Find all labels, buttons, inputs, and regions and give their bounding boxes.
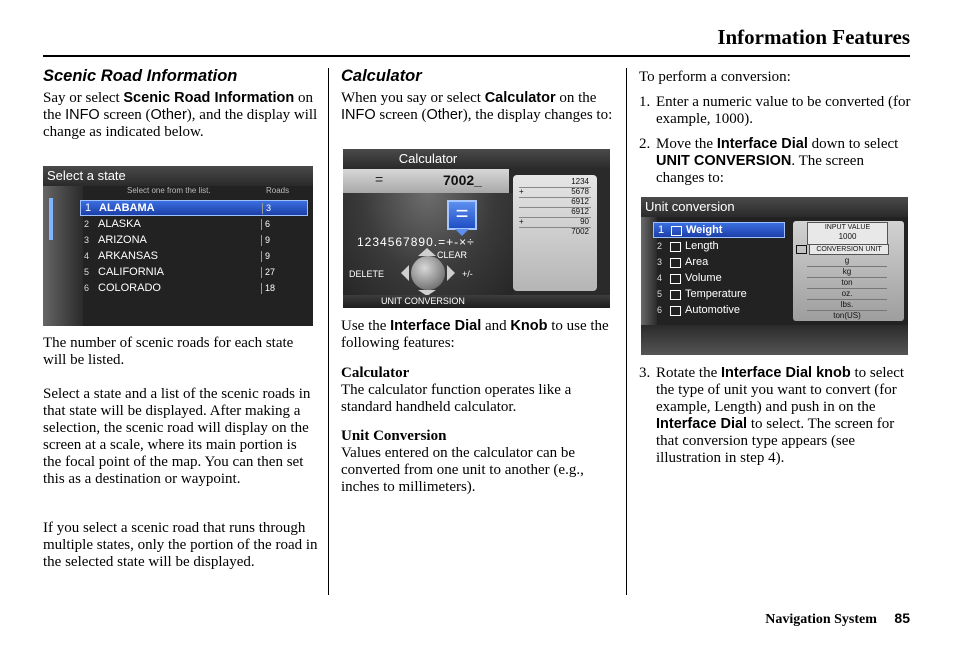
- equals-sign: =: [375, 171, 384, 187]
- row-number: 6: [657, 305, 663, 315]
- step-3: [639, 365, 914, 467]
- unit-option[interactable]: ton(US): [833, 311, 861, 320]
- calculator-subheading: Calculator: [341, 365, 410, 381]
- volume-icon: [670, 274, 681, 284]
- row-number: 3: [657, 257, 663, 267]
- row-separator: [261, 283, 262, 294]
- unit-conversion-screen: [641, 197, 908, 355]
- unit-option[interactable]: oz.: [807, 289, 887, 300]
- temperature-icon: [670, 290, 681, 300]
- section-heading-scenic: Scenic Road Information: [43, 67, 238, 85]
- road-count: 9: [265, 235, 271, 245]
- scenic-intro: [43, 90, 318, 141]
- footer-section: Navigation System: [765, 612, 877, 627]
- row-separator: [261, 219, 262, 230]
- unit-row-automotive[interactable]: [653, 303, 785, 318]
- input-value-label: INPUT VALUE: [824, 224, 871, 231]
- state-row-6[interactable]: [80, 281, 308, 296]
- unit-option[interactable]: ton: [807, 278, 887, 289]
- row-separator: [261, 251, 262, 262]
- conversion-panel: [793, 221, 904, 321]
- unit-conversion-button[interactable]: UNIT CONVERSION: [381, 296, 465, 306]
- intro-text: on the: [43, 90, 313, 123]
- input-value: 1000: [838, 232, 857, 241]
- column-divider-2: [626, 68, 627, 595]
- calc-display: [343, 169, 509, 193]
- select-state-screen: [43, 166, 313, 326]
- unit-option[interactable]: g: [807, 256, 887, 267]
- use-text: Use the: [341, 318, 391, 334]
- intro-text: Say or select: [43, 90, 124, 106]
- unit-type-name: Volume: [685, 272, 722, 284]
- step-number: 1.: [639, 94, 651, 110]
- state-name: ARIZONA: [98, 234, 147, 246]
- interface-dial-term: Interface Dial: [656, 416, 748, 432]
- screen-title: Calculator: [343, 149, 513, 169]
- state-row-2[interactable]: [80, 217, 308, 232]
- interface-dial-knob-term: Interface Dial knob: [720, 365, 851, 381]
- scenic-para-1: The number of scenic roads for each state will be listed.: [43, 335, 294, 368]
- unit-row-volume[interactable]: [653, 271, 785, 286]
- road-count: 3: [266, 203, 272, 213]
- column-divider-1: [328, 68, 329, 595]
- row-separator: [261, 235, 262, 246]
- step-text-part: to select. The screen for that conversion type appears (see illustration in step 4).: [656, 416, 895, 466]
- unit-row-temperature[interactable]: [653, 287, 785, 302]
- unit-conversion-subheading: Unit Conversion: [341, 428, 447, 444]
- scenic-para-3: If you select a scenic road that runs through multiple states, only the portion of the road in the selected state will be displayed.: [43, 520, 318, 570]
- row-number: 1: [85, 202, 92, 214]
- road-count: 18: [265, 283, 276, 293]
- step-text: Enter a numeric value to be converted (for example, 1000).: [656, 94, 911, 127]
- state-row-3[interactable]: [80, 233, 308, 248]
- screen-title: Unit conversion: [641, 197, 908, 217]
- row-number: 5: [84, 267, 90, 277]
- step-text-part: down to select: [807, 136, 899, 152]
- unit-type-name: Temperature: [685, 288, 747, 300]
- tape-value: 7002: [571, 227, 589, 236]
- tape-op: +: [519, 217, 524, 226]
- footer: [765, 610, 910, 628]
- interface-dial-term: Interface Dial: [390, 318, 482, 334]
- state-name: ALABAMA: [99, 202, 155, 214]
- calculator-screen: [343, 149, 610, 308]
- tape-value: 6912: [571, 207, 589, 216]
- state-row-1[interactable]: [80, 200, 308, 216]
- row-number: 3: [84, 235, 90, 245]
- tape-op: +: [519, 187, 524, 196]
- step-number: 3.: [639, 365, 651, 381]
- conversion-unit-icon: [796, 245, 807, 254]
- row-number: 5: [657, 289, 663, 299]
- automotive-icon: [670, 306, 681, 316]
- step-text: [656, 365, 912, 467]
- tape-value: 1234: [571, 177, 589, 186]
- scenic-para-2: Select a state and a list of the scenic roads in that state will be displayed. After making a selection, the scenic road will display on the screen at a scale, where its main portion is the focal point of the map. You can then set this as a destination or waypoint.: [43, 386, 311, 487]
- area-icon: [670, 258, 681, 268]
- road-count: 27: [265, 267, 276, 277]
- step-2: [639, 136, 914, 187]
- header-rule: [43, 55, 910, 57]
- calc-tape: [513, 175, 597, 291]
- state-name: COLORADO: [98, 282, 161, 294]
- calculator-term: Calculator: [484, 90, 556, 106]
- tape-value: 6912: [571, 197, 589, 206]
- state-name: CALIFORNIA: [98, 266, 165, 278]
- row-number: 2: [84, 219, 90, 229]
- step-1: [639, 94, 914, 128]
- subheader-roads: Roads: [266, 186, 290, 195]
- state-row-5[interactable]: [80, 265, 308, 280]
- row-number: 2: [657, 241, 663, 251]
- delete-button[interactable]: DELETE: [349, 269, 385, 279]
- intro-text: ), and the display will change as indicated below.: [43, 107, 318, 140]
- step-text-part: Rotate the: [656, 365, 721, 381]
- unit-row-area[interactable]: [653, 255, 785, 270]
- equals-key[interactable]: =: [447, 200, 477, 230]
- row-separator: [262, 203, 263, 214]
- tape-value: 90: [580, 217, 589, 226]
- title-bar-fill: [513, 149, 610, 169]
- display-value: 7002_: [443, 172, 482, 188]
- state-name: ALASKA: [98, 218, 141, 230]
- conversion-unit-label: CONVERSION UNIT: [809, 244, 889, 255]
- unit-option[interactable]: lbs.: [807, 300, 887, 311]
- screen-title: Select a state: [43, 166, 313, 186]
- unit-type-list: [653, 222, 785, 322]
- state-name: ARKANSAS: [98, 250, 158, 262]
- other-term: Other: [150, 107, 187, 123]
- clear-button[interactable]: CLEAR: [437, 250, 468, 260]
- tape-value: 5678: [571, 187, 589, 196]
- interface-dial-term: Interface Dial: [716, 136, 808, 152]
- plus-minus-button[interactable]: +/-: [462, 269, 473, 279]
- chevron-left-icon: [401, 265, 409, 281]
- info-term: INFO: [341, 107, 376, 123]
- step-text-part: Move the: [656, 136, 717, 152]
- dial-knob[interactable]: [411, 256, 445, 290]
- chevron-right-icon: [447, 265, 455, 281]
- tape-line: [519, 227, 591, 237]
- row-number: 1: [658, 224, 665, 236]
- chevron-up-icon: [418, 248, 436, 256]
- subheader-hint: Select one from the list.: [127, 186, 211, 195]
- unit-conversion-description: Values entered on the calculator can be converted from one unit to another (e.g., inches to millimeters).: [341, 445, 584, 495]
- weight-icon: [671, 226, 682, 236]
- state-list: [80, 200, 308, 300]
- conversion-intro: To perform a conversion:: [639, 69, 791, 85]
- unit-list: [807, 256, 887, 321]
- row-separator: [261, 267, 262, 278]
- page-number: 85: [894, 610, 910, 626]
- unit-conversion-bar[interactable]: [343, 295, 610, 308]
- unit-type-name: Weight: [686, 224, 723, 236]
- row-number: 6: [84, 283, 90, 293]
- other-term: Other: [426, 107, 463, 123]
- intro-text: on the: [555, 90, 597, 106]
- road-count: 6: [265, 219, 271, 229]
- intro-text: screen (: [99, 107, 151, 123]
- knob-term: Knob: [510, 318, 548, 334]
- road-count: 9: [265, 251, 271, 261]
- info-term: INFO: [65, 107, 100, 123]
- input-value-box: [807, 222, 888, 245]
- unit-row-weight[interactable]: [653, 222, 785, 238]
- unit-option[interactable]: kg: [807, 267, 887, 278]
- screen-bottom-decor: [641, 325, 908, 355]
- use-dial-para: [341, 318, 616, 352]
- step-text-part: . The screen changes to:: [656, 153, 864, 186]
- use-text: to use the following features:: [341, 318, 609, 351]
- calculator-description: The calculator function operates like a standard handheld calculator.: [341, 382, 572, 415]
- section-heading-calculator: Calculator: [341, 67, 422, 85]
- unit-row-length[interactable]: [653, 239, 785, 254]
- step-text-part: to select the type of unit you want to convert (for example, Length) and push in on the: [656, 365, 905, 415]
- row-number: 4: [84, 251, 90, 261]
- step-number: 2.: [639, 136, 651, 152]
- step-text: [656, 136, 912, 187]
- unit-conversion-term: UNIT CONVERSION: [656, 153, 792, 169]
- length-icon: [670, 242, 681, 252]
- unit-type-name: Area: [685, 256, 709, 268]
- state-row-4[interactable]: [80, 249, 308, 264]
- page-title: Information Features: [717, 25, 910, 49]
- list-subheader: [125, 186, 313, 197]
- unit-type-name: Length: [685, 240, 719, 252]
- unit-type-name: Automotive: [685, 304, 741, 316]
- scroll-bar[interactable]: [49, 198, 53, 240]
- intro-text: screen (: [375, 107, 427, 123]
- intro-text: ), the display changes to:: [462, 107, 613, 123]
- row-number: 4: [657, 273, 663, 283]
- intro-text: When you say or select: [341, 90, 485, 106]
- calculator-intro: [341, 90, 616, 124]
- use-text: and: [481, 318, 511, 334]
- scenic-road-term: Scenic Road Information: [123, 90, 295, 106]
- calc-keys[interactable]: 1234567890.=+-×÷: [357, 235, 475, 249]
